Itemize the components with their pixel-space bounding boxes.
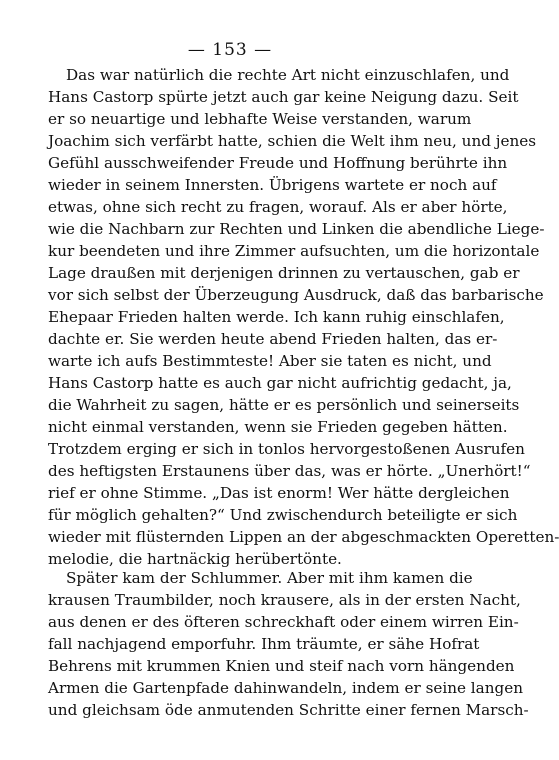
text-line: Später kam der Schlummer. Aber mit ihm kamen die [66, 569, 473, 587]
text-line: die Wahrheit zu sagen, hätte er es persönlich und seinerseits [48, 396, 520, 414]
text-line: etwas, ohne sich recht zu fragen, worauf. Als er aber hörte, [48, 198, 508, 216]
text-line: rief er ohne Stimme. „Das ist enorm! Wer hätte dergleichen [48, 484, 510, 502]
text-line: wie die Nachbarn zur Rechten und Linken die abendliche Liege- [48, 220, 545, 238]
text-line: Lage draußen mit derjenigen drinnen zu vertauschen, gab er [48, 264, 520, 282]
text-line: für möglich gehalten?“ Und zwischendurch beteiligte er sich [48, 506, 518, 524]
text-line: fall nachjagend emporfuhr. Ihm träumte, er sähe Hofrat [48, 635, 480, 653]
paragraph-1 [48, 64, 559, 570]
text-line: nicht einmal verstanden, wenn sie Frieden gegeben hätten. [48, 418, 508, 436]
text-line: Gefühl ausschweifender Freude und Hoffnung berührte ihn [48, 154, 508, 172]
text-line: krausen Traumbilder, noch krausere, als in der ersten Nacht, [48, 591, 521, 609]
text-line: dachte er. Sie werden heute abend Frieden halten, das er- [48, 330, 498, 348]
page-number: — 153 — [187, 40, 273, 60]
text-line: Ehepaar Frieden halten werde. Ich kann ruhig einschlafen, [48, 308, 505, 326]
text-line: vor sich selbst der Überzeugung Ausdruck, daß das barbarische [48, 286, 544, 304]
text-line: melodie, die hartnäckig herübertönte. [48, 550, 342, 568]
text-line: des heftigsten Erstaunens über das, was er hörte. „Unerhört!“ [48, 462, 531, 480]
text-line: wieder in seinem Innersten. Übrigens wartete er noch auf [48, 176, 497, 194]
paragraph-2 [48, 567, 529, 721]
text-line: Das war natürlich die rechte Art nicht einzuschlafen, und [66, 66, 510, 84]
text-line: Hans Castorp spürte jetzt auch gar keine Neigung dazu. Seit [48, 88, 519, 106]
text-line: er so neuartige und lebhafte Weise verstanden, warum [48, 110, 472, 128]
text-line: Armen die Gartenpfade dahinwandeln, indem er seine langen [48, 679, 523, 697]
text-line: kur beendeten und ihre Zimmer aufsuchten, um die horizontale [48, 242, 540, 260]
text-line: aus denen er des öfteren schreckhaft oder einem wirren Ein- [48, 613, 519, 631]
text-line: und gleichsam öde anmutenden Schritte einer fernen Marsch- [48, 701, 529, 719]
text-line: wieder mit flüsternden Lippen an der abgeschmackten Operetten- [48, 528, 559, 546]
text-line: Joachim sich verfärbt hatte, schien die Welt ihm neu, und jenes [48, 132, 537, 150]
text-line: warte ich aufs Bestimmteste! Aber sie taten es nicht, und [48, 352, 492, 370]
text-line: Trotzdem erging er sich in tonlos hervorgestoßenen Ausrufen [48, 440, 525, 458]
text-line: Hans Castorp hatte es auch gar nicht aufrichtig gedacht, ja, [48, 374, 512, 392]
text-line: Behrens mit krummen Knien und steif nach vorn hängenden [48, 657, 515, 675]
